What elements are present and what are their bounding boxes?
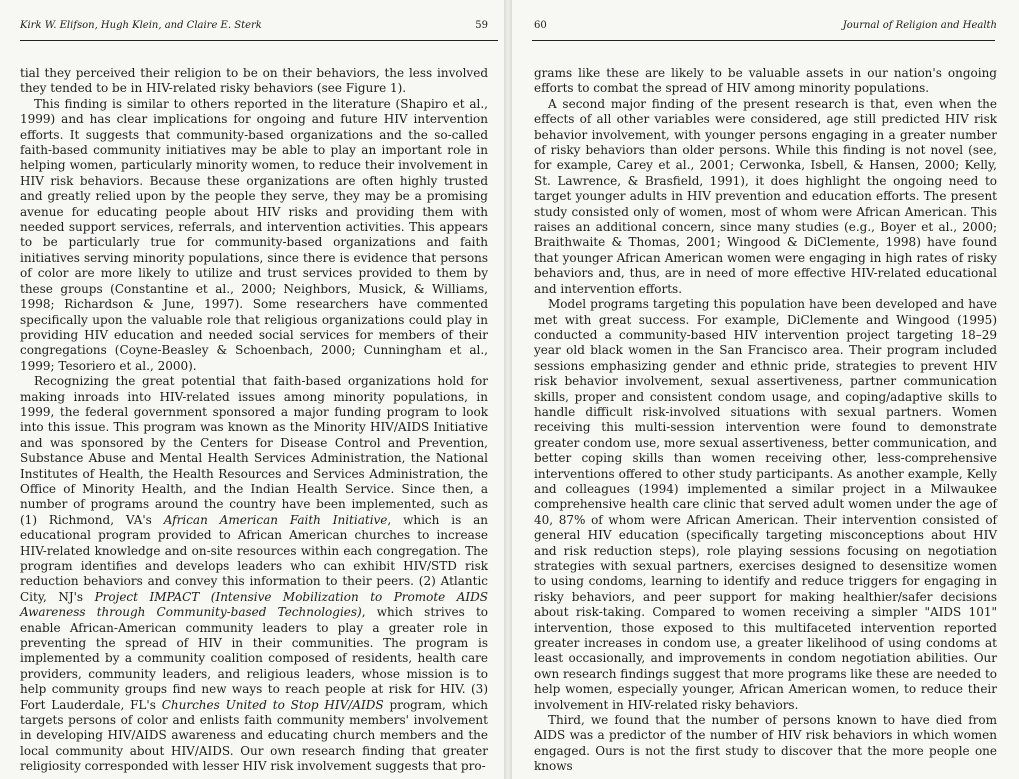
paragraph: A second major finding of the present research is that, even when the effects of all other variables were considered, age still predicted HIV risk behavior involvement, with younger persons engaging in a greater number of risky behaviors than older persons. While this finding is not novel (see, for example, Carey et al., 2001; Cerwonka, Isbell, & Hansen, 2000; Kelly, St. Lawrence, & Brasfield, 1991), it does highlight the ongoing need to target younger adults in HIV prevention and education efforts. The present study consisted only of women, most of whom were African American. This raises an additional concern, since many studies (e.g., Boyer et al., 2000; Braithwaite & Thomas, 2001; Wingood & DiClemente, 1998) have found that younger African American women were engaging in high rates of risky behaviors and, thus, are in need of more effective HIV-related educational and intervention efforts. [534, 96, 997, 296]
paragraph-text: , which strives to enable African-American community leaders to play a greater role in preventing the spread of HIV in their communities. The program is implemented by a community coalition composed of residents, health care providers, community leaders, and religious leaders, whose mission is to help community groups find new ways to reach people at risk for HIV. (3) Fort Lauderdale, FL's [20, 605, 488, 712]
page-number-left: 59 [475, 20, 488, 31]
left-page [0, 0, 504, 779]
page-number-right: 60 [534, 20, 547, 31]
paragraph: Model programs targeting this population have been developed and have met with great success. For example, DiClemente and Wingood (1995) conducted a community-based HIV intervention project targeting 18–29 year old black women in the San Francisco area. Their program included sessions emphasizing gender and ethnic pride, strategies to prevent HIV risk behavior involvement, sexual assertiveness, partner communication skills, proper and consistent condom usage, and coping/adaptive skills to handle difficult risk-involved situations with sexual partners. Women receiving this multi-session intervention were found to demonstrate greater condom use, more sexual assertiveness, better communication, and better coping skills than women receiving other, less-comprehensive interventions offered to other study participants. As another example, Kelly and colleagues (1994) implemented a similar project in a Milwaukee comprehensive health care clinic that served adult women under the age of 40, 87% of whom were African American. Their intervention consisted of general HIV education (specifically targeting misconceptions about HIV and risk reduction steps), role playing sessions focusing on negotiation strategies with sexual partners, exercises designed to desensitize women to using condoms, learning to identify and reduce triggers for engaging in risky behaviors, and peer support for making healthier/safer decisions about risk-taking. Compared to women receiving a simpler "AIDS 101" intervention, those exposed to this multifaceted intervention reported greater increases in condom use, a greater likelihood of using condoms at least occasionally, and improvements in condom negotiation abilities. Our own research findings suggest that more programs like these are needed to help women, especially younger, African American women, to reduce their involvement in HIV-related risky behaviors. [534, 297, 997, 712]
header-rule-right [532, 40, 995, 41]
left-page-header [20, 19, 490, 35]
running-head-authors: Kirk W. Elifson, Hugh Klein, and Claire E. Sterk [20, 20, 262, 31]
paragraph-text: program, which targets persons of color and enlists faith community members' involvement in developing HIV/AIDS awareness and educating church members and the local community about HIV/AIDS. Our own research finding that greater religiosity corresponded with lesser HIV risk involvement suggests that pro- [20, 697, 488, 774]
right-page-header [534, 19, 997, 35]
paragraph-text: Recognizing the great potential that faith-based organizations hold for making inroads into HIV-related issues among minority populations, in 1999, the federal government sponsored a major funding program to look into this issue. This program was known as the Minority HIV/AIDS Initiative and was sponsored by the Centers for Disease Control and Prevention, Substance Abuse and Mental Health Services Administration, the National Institutes of Health, the Health Resources and Services Administration, the Office of Minority Health, and the Indian Health Service. Since then, a number of programs around the country have been implemented, such as (1) Richmond, VA's [20, 374, 488, 527]
book-gutter [504, 0, 512, 779]
program-title-italic: African American Faith Initiative [163, 512, 388, 527]
paragraph: tial they perceived their religion to be on their behaviors, the less involved they tended to be in HIV-related risky behaviors (see Figure 1). [20, 66, 488, 96]
paragraph: This finding is similar to others reported in the literature (Shapiro et al., 1999) and has clear implications for ongoing and future HIV intervention efforts. It suggests that community-based organizations and the so-called faith-based community initiatives may be able to play an important role in helping women, particularly minority women, to reduce their involvement in HIV risk behaviors. Because these organizations are often highly trusted and greatly relied upon by the people they serve, they may be a promising avenue for educating people about HIV risks and providing them with needed support services, referrals, and intervention activities. This appears to be particularly true for community-based organizations and faith initiatives serving minority populations, since there is evidence that persons of color are more likely to utilize and trust services provided to them by these groups (Constantine et al., 2000; Neighbors, Musick, & Williams, 1998; Richardson & June, 1997). Some researchers have commented specifically upon the valuable role that religious organizations could play in providing HIV education and needed social services for members of their congregations (Coyne-Beasley & Schoenbach, 2000; Cunningham et al., 1999; Tesoriero et al., 2000). [20, 96, 488, 373]
paragraph: Third, we found that the number of persons known to have died from AIDS was a predictor of the number of HIV risk behaviors in which women engaged. Ours is not the first study to discover that the more people one knows [534, 713, 997, 774]
program-title-italic: Project IMPACT (Intensive Mobilization to Promote AIDS Awareness through Community-based Technologies) [20, 589, 488, 620]
header-rule-left [20, 40, 498, 41]
running-head-journal: Journal of Religion and Health [842, 20, 997, 31]
paragraph-text: , which is an educational program provided to African American churches to increase HIV-related knowledge and on-site resources within each congregation. The program identifies and develops leaders who can exhibit HIV/STD risk reduction behaviors and convey this information to their peers. (2) Atlantic City, NJ's [20, 512, 488, 604]
left-page-body [20, 66, 488, 775]
paragraph: grams like these are likely to be valuable assets in our nation's ongoing efforts to combat the spread of HIV among minority populations. [534, 66, 997, 96]
right-page [512, 0, 1019, 779]
program-title-italic: Churches United to Stop HIV/AIDS [161, 697, 384, 712]
right-page-body [534, 66, 997, 775]
paragraph [20, 374, 488, 775]
